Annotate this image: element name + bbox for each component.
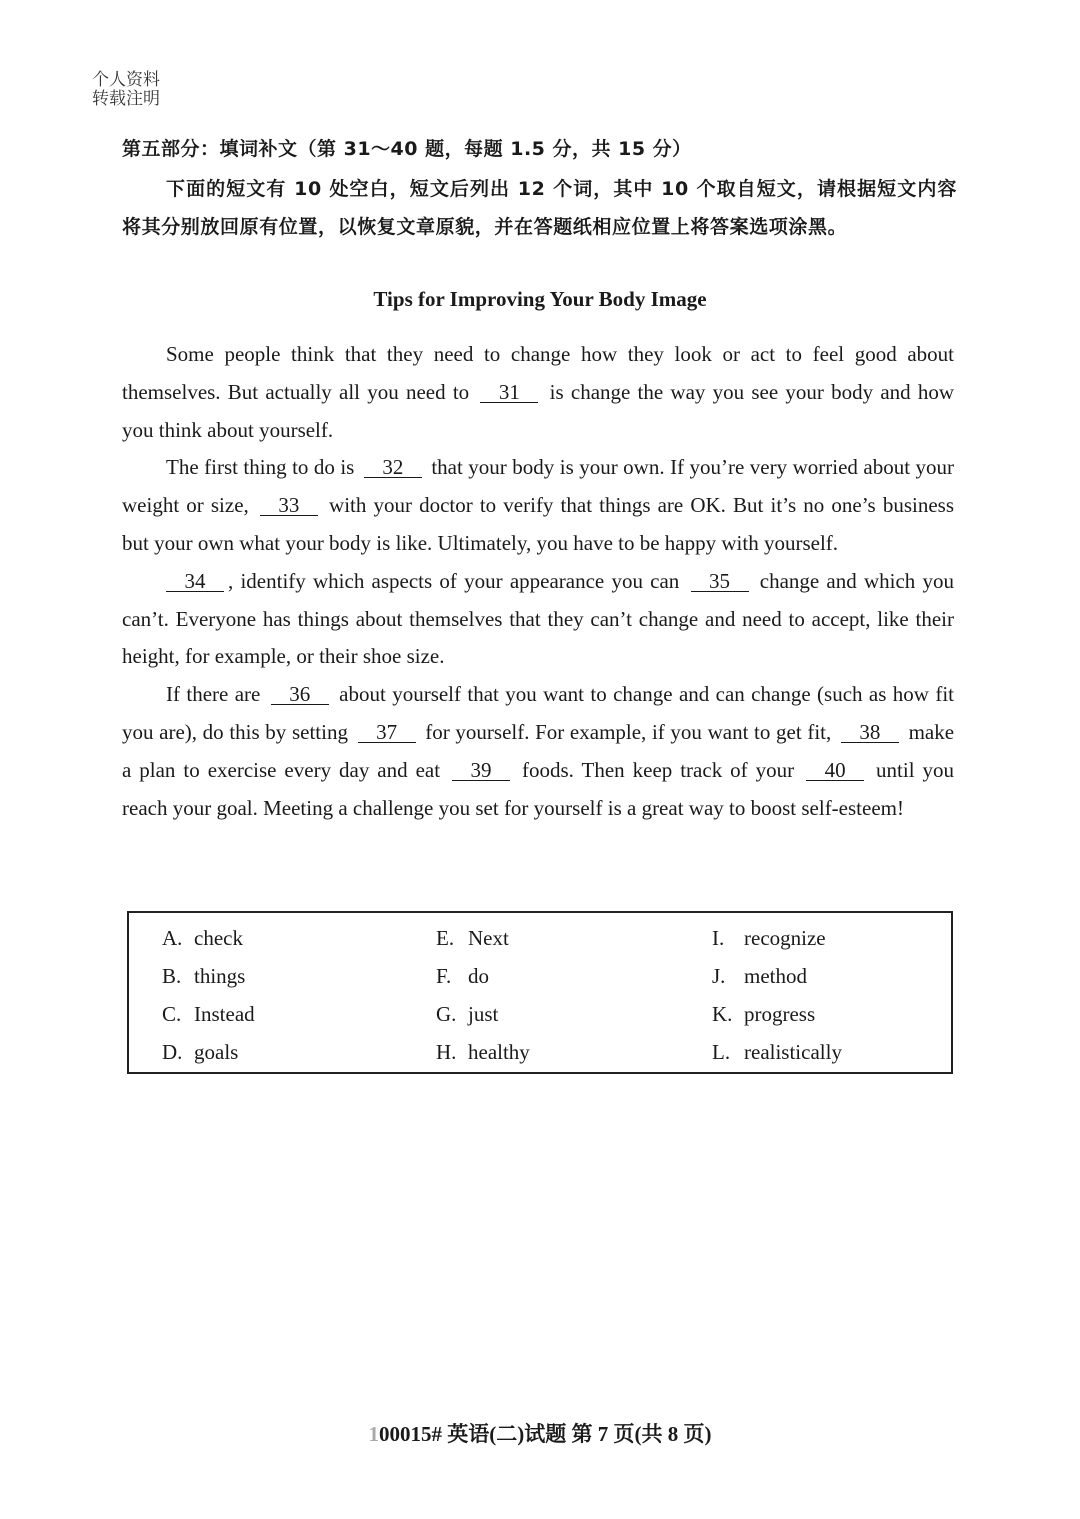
option-letter: I. bbox=[712, 926, 725, 950]
blank-34: 34 bbox=[166, 571, 224, 592]
blank-32: 32 bbox=[364, 457, 422, 478]
text: make a plan to exercise every day and eat bbox=[122, 719, 955, 782]
text: foods. Then keep track of your bbox=[522, 757, 795, 782]
option-letter: K. bbox=[712, 1002, 733, 1026]
instructions: 下面的短文有 10 处空白，短文后列出 12 个词，其中 10 个取自短文，请根据短文内容将其分别放回原有位置，以恢复文章原貌，并在答题纸相应位置上将答案选项涂黑。 bbox=[122, 178, 957, 238]
stamp-line: 个人资料 bbox=[92, 70, 160, 89]
page-footer bbox=[0, 1418, 1080, 1448]
option-letter: B. bbox=[162, 964, 182, 988]
passage bbox=[122, 336, 954, 827]
paragraph-2 bbox=[122, 449, 954, 562]
text: that your body is your own. If you’re very worried about your weight or size, bbox=[122, 455, 955, 518]
option-word: Instead bbox=[194, 1002, 255, 1026]
option-word: things bbox=[194, 964, 246, 988]
blank-35: 35 bbox=[691, 571, 749, 592]
option-word: healthy bbox=[468, 1040, 530, 1064]
blank-33: 33 bbox=[260, 495, 318, 516]
blank-37: 37 bbox=[358, 722, 416, 743]
blank-38: 38 bbox=[841, 722, 899, 743]
option-word: goals bbox=[194, 1040, 239, 1064]
paragraph-1 bbox=[122, 336, 954, 449]
text: If there are bbox=[166, 682, 261, 707]
text: with your doctor to verify that things are OK. But it’s no one’s business but your own what your body is like. Ultimately, you have to be happy with yourself. bbox=[122, 493, 955, 555]
word-options-box bbox=[127, 911, 953, 1074]
option-word: progress bbox=[744, 1002, 816, 1026]
section-heading: 第五部分：填词补文（第 31～40 题，每题 1.5 分，共 15 分） bbox=[122, 138, 692, 160]
option-l bbox=[712, 1040, 842, 1065]
option-letter: H. bbox=[436, 1040, 457, 1064]
option-word: recognize bbox=[744, 926, 826, 950]
option-word: check bbox=[194, 926, 243, 950]
text: change and which you can’t. Everyone has things about themselves that they can’t change and need to accept, like their height, for example, or their shoe size. bbox=[122, 568, 955, 669]
option-word: method bbox=[744, 964, 807, 988]
stamp-line: 转载注明 bbox=[92, 89, 160, 108]
text: The first thing to do is bbox=[166, 455, 355, 480]
option-letter: G. bbox=[436, 1002, 457, 1026]
watermark-stamp bbox=[92, 70, 160, 108]
option-word: realistically bbox=[744, 1040, 842, 1064]
option-g bbox=[436, 1002, 498, 1027]
option-word: Next bbox=[468, 926, 509, 950]
paragraph-4 bbox=[122, 676, 954, 827]
option-word: just bbox=[468, 1002, 499, 1026]
option-word: do bbox=[468, 964, 489, 988]
paragraph-3 bbox=[122, 563, 954, 676]
option-letter: E. bbox=[436, 926, 455, 950]
option-letter: F. bbox=[436, 964, 452, 988]
option-letter: D. bbox=[162, 1040, 183, 1064]
option-i bbox=[712, 926, 826, 951]
option-letter: J. bbox=[712, 964, 726, 988]
text: Some people think that they need to change how they look or act to feel good about themselves. But actually all you need to bbox=[122, 342, 954, 404]
option-letter: L. bbox=[712, 1040, 731, 1064]
blank-40: 40 bbox=[806, 760, 864, 781]
passage-title: Tips for Improving Your Body Image bbox=[373, 287, 707, 311]
option-b bbox=[162, 964, 245, 989]
option-h bbox=[436, 1040, 530, 1065]
footer-faded-digit: 1 bbox=[368, 1422, 379, 1446]
option-f bbox=[436, 964, 489, 989]
footer-text: 00015# 英语(二)试题 第 7 页(共 8 页) bbox=[379, 1422, 712, 1446]
text: is change the way you see your body and how you think about yourself. bbox=[122, 379, 955, 442]
text: for yourself. For example, if you want to get fit, bbox=[425, 719, 832, 744]
text: , identify which aspects of your appearance you can bbox=[228, 568, 680, 593]
text: about yourself that you want to change and can change (such as how fit you are), do this by setting bbox=[122, 682, 955, 744]
option-a bbox=[162, 926, 243, 951]
option-e bbox=[436, 926, 509, 951]
blank-39: 39 bbox=[452, 760, 510, 781]
text: until you reach your goal. Meeting a challenge you set for yourself is a great way to boost self-esteem! bbox=[122, 757, 955, 820]
option-d bbox=[162, 1040, 238, 1065]
option-c bbox=[162, 1002, 255, 1027]
option-letter: C. bbox=[162, 1002, 182, 1026]
option-k bbox=[712, 1002, 815, 1027]
blank-31: 31 bbox=[480, 382, 538, 403]
option-j bbox=[712, 964, 807, 989]
blank-36: 36 bbox=[271, 684, 329, 705]
option-letter: A. bbox=[162, 926, 183, 950]
